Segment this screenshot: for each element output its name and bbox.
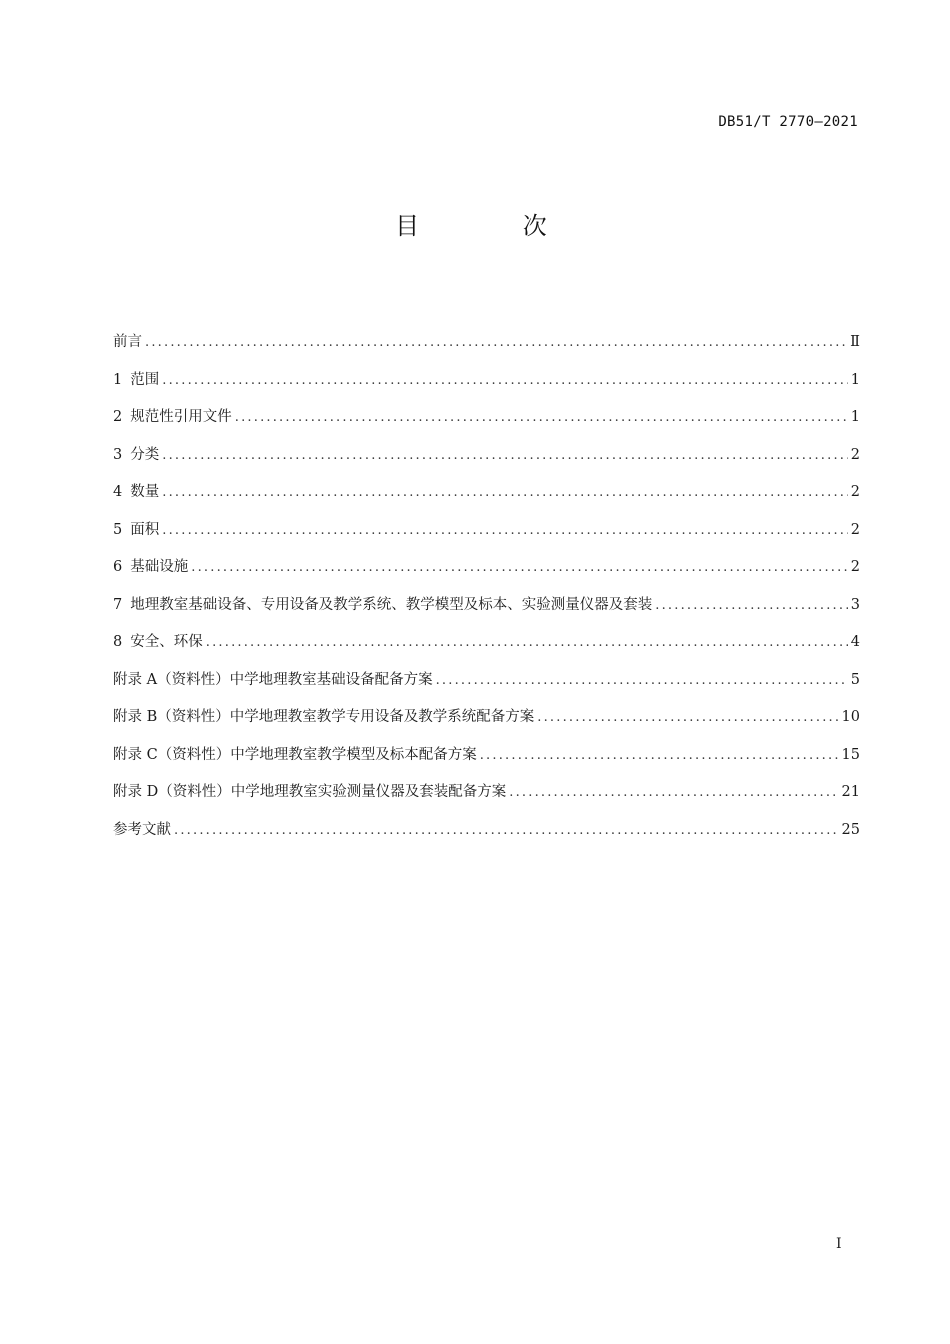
toc-entry-page: 15 [841,746,860,763]
toc-leader-dots [537,706,838,730]
toc-entry-equipment[interactable] [113,593,860,631]
toc-leader-dots [480,744,839,768]
toc-entry-page: 4 [850,634,860,650]
toc-entry-safety[interactable] [113,630,860,668]
toc-entry-label: 范围 [130,371,160,388]
toc-entry-appendix-d[interactable] [113,780,860,818]
toc-entry-page: 2 [850,521,860,538]
page-title: 目 次 [395,212,595,240]
toc-entry-number: 2 [113,409,123,425]
toc-entry-number: 7 [113,596,123,613]
toc-leader-dots [145,331,847,355]
toc-entry-page: 5 [850,671,860,688]
toc-entry-label: 前言 [113,334,142,350]
toc-entry-page: Ⅱ [850,334,860,350]
toc-entry-label: 地理教室基础设备、专用设备及教学系统、教学模型及标本、实验测量仪器及套装 [130,596,653,613]
toc-entry-label: 数量 [130,484,160,500]
toc-leader-dots [235,406,848,430]
toc-entry-quantity[interactable] [113,480,860,518]
toc-entry-normative-references[interactable] [113,405,860,443]
toc-entry-page: 25 [841,821,860,838]
toc-leader-dots [436,669,848,693]
toc-entry-appendix-c[interactable] [113,743,860,781]
document-code: DB51/T 2770—2021 [718,114,858,130]
toc-entry-label: 附录 D（资料性）中学地理教室实验测量仪器及套装配备方案 [113,784,507,800]
toc-entry-page: 3 [850,596,860,613]
toc-leader-dots [191,556,848,580]
toc-entry-page: 2 [850,446,860,463]
toc-leader-dots [509,781,838,805]
toc-entry-appendix-a[interactable] [113,668,860,706]
toc-entry-page: 10 [841,709,860,725]
toc-entry-label: 附录 B（资料性）中学地理教室教学专用设备及教学系统配备方案 [113,709,535,725]
toc-entry-label: 分类 [130,446,160,463]
toc-entry-bibliography[interactable] [113,818,860,856]
page-number: I [836,1236,842,1252]
toc-leader-dots [206,631,848,655]
toc-entry-label: 基础设施 [130,559,189,575]
toc-leader-dots [162,369,848,393]
toc-leader-dots [162,519,848,543]
toc-leader-dots [162,444,848,468]
table-of-contents [113,330,860,855]
toc-entry-number: 1 [113,371,123,388]
toc-entry-classification[interactable] [113,443,860,481]
toc-leader-dots [174,819,839,843]
toc-entry-foreword[interactable] [113,330,860,368]
toc-entry-page: 1 [850,409,860,425]
toc-entry-label: 面积 [130,521,160,538]
toc-leader-dots [162,481,848,505]
toc-entry-page: 2 [850,484,860,500]
toc-entry-scope[interactable] [113,368,860,406]
toc-entry-label: 规范性引用文件 [130,409,232,425]
toc-entry-appendix-b[interactable] [113,705,860,743]
toc-entry-page: 21 [841,784,860,800]
toc-entry-page: 2 [850,559,860,575]
toc-entry-label: 参考文献 [113,821,171,838]
toc-entry-page: 1 [850,371,860,388]
toc-entry-label: 附录 A（资料性）中学地理教室基础设备配备方案 [113,671,433,688]
toc-entry-area[interactable] [113,518,860,556]
toc-entry-number: 6 [113,559,123,575]
toc-entry-number: 8 [113,634,123,650]
toc-leader-dots [655,594,848,618]
toc-entry-number: 3 [113,446,123,463]
toc-entry-number: 5 [113,521,123,538]
toc-entry-infrastructure[interactable] [113,555,860,593]
toc-entry-number: 4 [113,484,123,500]
toc-entry-label: 附录 C（资料性）中学地理教室教学模型及标本配备方案 [113,746,477,763]
toc-entry-label: 安全、环保 [130,634,203,650]
